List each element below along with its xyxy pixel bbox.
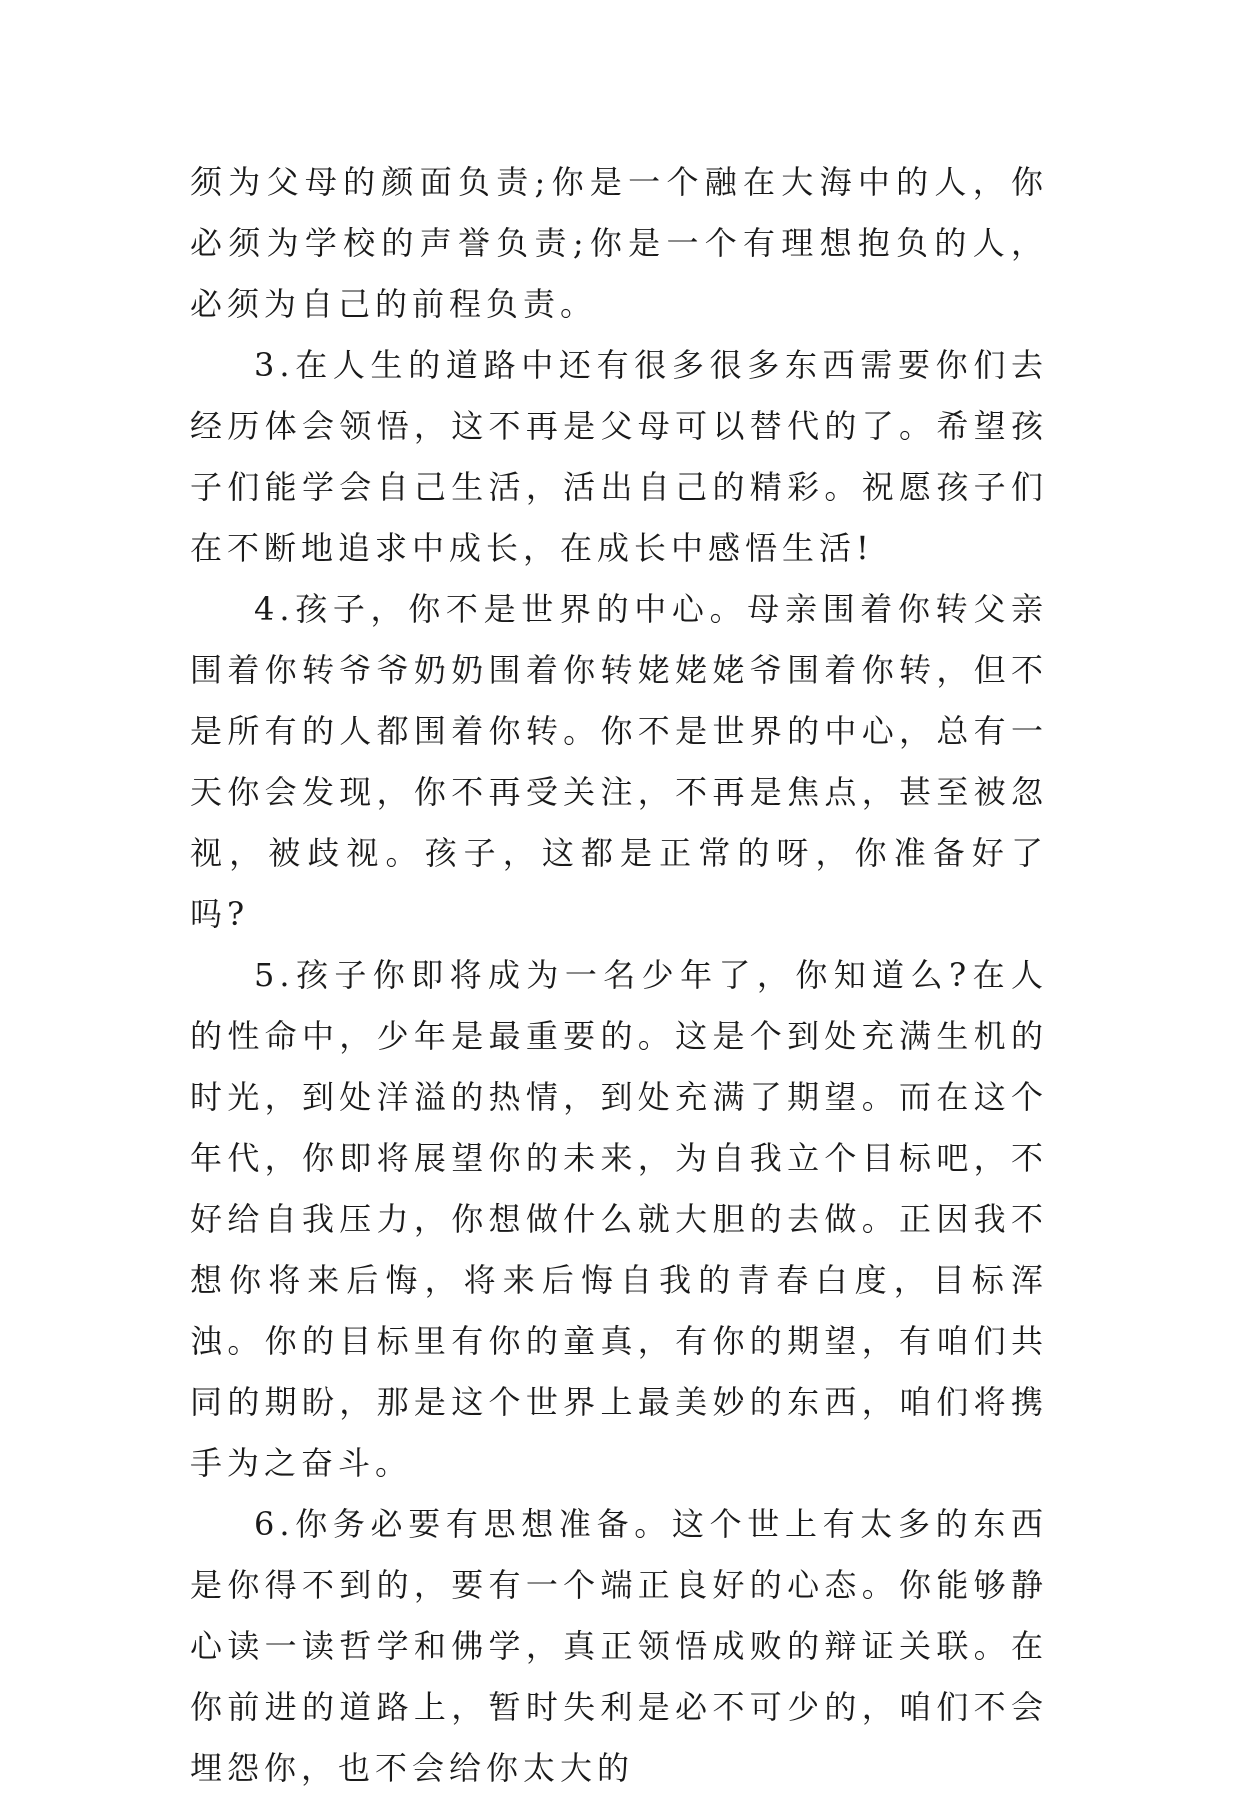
paragraph-item-5: 5.孩子你即将成为一名少年了，你知道么?在人的性命中，少年是最重要的。这是个到处充满生机的时光，到处洋溢的热情，到处充满了期望。而在这个年代，你即将展望你的未来，为自我立个目标吧，不好给自我压力，你想做什么就大胆的去做。正因我不想你将来后悔，将来后悔自我的青春白度，目标浑浊。你的目标里有你的童真，有你的期望，有咱们共同的期盼，那是这个世界上最美妙的东西，咱们将携手为之奋斗。 <box>190 956 1048 1482</box>
paragraph-item-3: 3.在人生的道路中还有很多很多东西需要你们去经历体会领悟，这不再是父母可以替代的了。希望孩子们能学会自己生活，活出自己的精彩。祝愿孩子们在不断地追求中成长，在成长中感悟生活! <box>190 346 1048 567</box>
paragraph-item-6: 6.你务必要有思想准备。这个世上有太多的东西是你得不到的，要有一个端正良好的心态。你能够静心读一读哲学和佛学，真正领悟成败的辩证关联。在你前进的道路上，暂时失利是必不可少的，咱们不会埋怨你，也不会给你太大的 <box>190 1505 1048 1787</box>
document-page <box>190 152 1048 1799</box>
paragraph-continued: 须为父母的颜面负责;你是一个融在大海中的人，你必须为学校的声誉负责;你是一个有理想抱负的人，必须为自己的前程负责。 <box>190 163 1048 323</box>
paragraph-item-4: 4.孩子，你不是世界的中心。母亲围着你转父亲围着你转爷爷奶奶围着你转姥姥姥爷围着你转，但不是所有的人都围着你转。你不是世界的中心，总有一天你会发现，你不再受关注，不再是焦点，甚至被忽视，被歧视。孩子，这都是正常的呀，你准备好了吗? <box>190 590 1048 933</box>
